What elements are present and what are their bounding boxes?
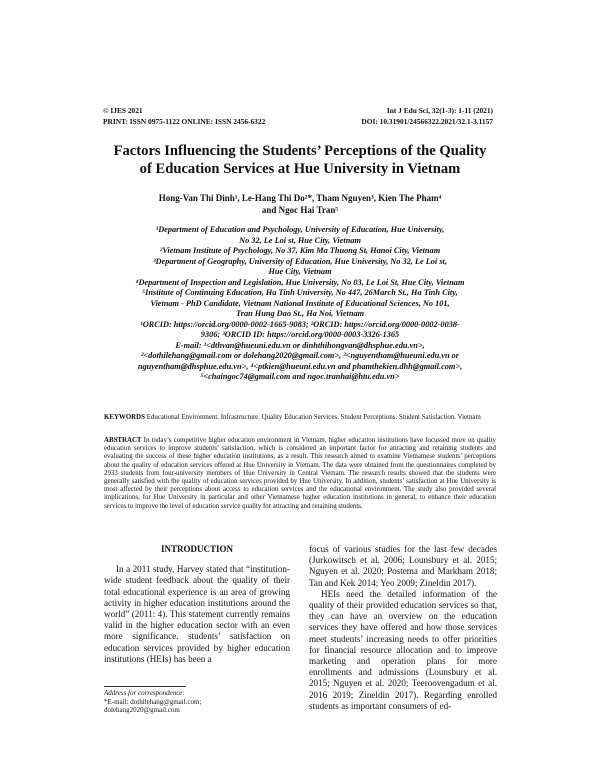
abstract-text: In today’s competitive higher education environment in Vietnam, higher education institutions have focussed more on quality education services to improve students’ satisfaction, which is considered an important factor for attracting and retaining students and evaluating the success of these higher education institutions, as a result. This research aimed to examine Vietnamese students’ perceptions about the quality of education services offered at Hue University in Vietnam. The data were obtained from the questionnaires completed by 2933 students from four-university members of Hue University in Central Vietnam. The research results showed that the students were generally satisfied with the quality of education services provided by Hue University. In addition, students’ satisfaction at Hue University is most affected by their perceptions about access to education services and the educational environment. The study also provided several implications, for Hue University in particular and other Vietnamese higher education institutions in general, to enhance their education services to improve the level of education service quality for attracting and retaining students. — [104, 437, 496, 510]
title-line-2: of Education Services at Hue University in Vietnam — [139, 161, 461, 177]
introduction-heading: INTRODUCTION — [160, 544, 233, 554]
author-list — [100, 192, 500, 216]
email-line: nguyentham@dhsphue.edu.vn>, ⁴<ptkien@hueuni.edu.vn and phamthekien.dhh@gmail.com>, — [137, 361, 463, 371]
affiliation-line: Vietnam - PhD Candidate, Vietnam National Institute of Educational Sciences, No 101, — [150, 298, 450, 308]
correspondence-label: Address for correspondence: — [104, 689, 185, 697]
paper-title — [60, 142, 540, 178]
doi-line: DOI: 10.31901/24566322.2021/32.1-3.1157 — [361, 117, 493, 126]
affiliation-line: ³Department of Geography, University of Education, Hue University, No 32, Le Loi st, — [153, 256, 447, 266]
affiliation-line: Tran Hung Dao St., Ha Noi, Vietnam — [235, 309, 365, 318]
journal-header-left — [103, 105, 265, 127]
affiliation-line: ¹Department of Education and Psychology, University of Education, Hue University, — [155, 225, 445, 234]
correspondence-email-2: dolehang2020@gmail.com — [104, 706, 180, 715]
footnote-divider — [104, 686, 186, 687]
authors-line-2: and Ngoc Hai Tran⁵ — [261, 205, 339, 215]
abstract-label: ABSTRACT — [104, 437, 142, 444]
affiliation-line: ²Vietnam Institute of Psychology, No 37, Kim Ma Thuong St, Hanoi City, Vietnam — [159, 246, 441, 255]
affiliation-line: ⁵Institute of Continuing Education, Ha Tinh University, No 447, 26March St., Ha Tinh City, — [142, 288, 458, 297]
correspondence-email: *E-mail: dothilehang@gmail.com; — [104, 697, 202, 706]
email-line: ⁵<chaingoc74@gmail.com and ngoc.tranhai@htu.edu.vn> — [200, 372, 400, 381]
email-line: ²<dothilehang@gmail.com or dolehang2020@gmail.com>, ³<nguyentham@hueuni.edu.vn or — [140, 351, 460, 360]
abstract — [104, 437, 496, 511]
left-column — [104, 544, 290, 665]
copyright-line: © IJES 2021 — [103, 106, 143, 115]
authors-line-1: Hong-Van Thi Dinh¹, Le-Hang Thi Do²*, Tham Nguyen³, Kien The Pham⁴ — [158, 193, 442, 203]
affiliation-line: ⁴Department of Inspection and Legislation, Hue University, No 03, Le Loi St, Hue City, Vietnam — [135, 277, 465, 287]
journal-header-right — [361, 105, 493, 127]
affiliations — [96, 225, 504, 383]
email-line: E-mail: ¹<dthvan@hueuni.edu.vn or dinhthihongvan@dhsphue.edu.vn>, — [175, 340, 425, 350]
intro-paragraph-continued: focus of various studies for the last few decades (Jurkowitsch et al. 2006; Lounsbury et al. 2015; Nguyen et al. 2020; Postema and Markham 2018; Tan and Kek 2014; Yeo 2009; Zineldin 2017). — [309, 544, 497, 588]
right-column — [309, 544, 497, 712]
orcid-line: ¹ORCID: https://orcid.org/0000-0002-1665-9083; ²ORCID: https://orcid.org/0000-0002-0038- — [140, 319, 460, 329]
correspondence-footnote — [104, 689, 201, 715]
keywords — [104, 413, 496, 422]
affiliation-line: No 32, Le Loi st, Hue City, Vietnam — [239, 235, 361, 245]
issn-line: PRINT: ISSN 0975-1122 ONLINE: ISSN 2456-6322 — [103, 117, 266, 126]
citation-line: Int J Edu Sci, 32(1-3): 1-11 (2021) — [386, 106, 493, 115]
keywords-text: Educational Environment. Infrastructure. Quality Education Services. Student Perceptions. Student Satisfaction. Vietnam — [144, 414, 481, 421]
affiliation-line: Hue City, Vietnam — [268, 267, 332, 276]
keywords-label: KEYWORDS — [104, 414, 145, 421]
intro-paragraph-1: In a 2011 study, Harvey stated that “institution-wide student feedback about the quality of their total educational experience is an area of growing activity in higher education institutions around the world” (2011: 4). This statement currently remains valid in the higher education sector with an even more significance. students’ satisfaction on education services provided by higher education institutions (HEIs) has been a — [104, 564, 290, 664]
intro-paragraph-2: HEIs need the detailed information of the quality of their provided education services so that, they can have an overview on the education services they have offered and how those services meet students’ increasing needs to offer priorities for financial resource allocation and to improve marketing and operation plans for more enrollments and admissions (Lounsbury et al. 2015; Nguyen et al. 2020; Teeroovengadum et al. 2016 2019; Zineldin 2017). Regarding enrolled students as important consumers of ed- — [309, 588, 497, 711]
orcid-line: 9306; ³ORCID ID: https://orcid.org/0000-0003-3326-1365 — [200, 330, 400, 339]
title-line-1: Factors Influencing the Students’ Perceptions of the Quality — [113, 143, 487, 159]
